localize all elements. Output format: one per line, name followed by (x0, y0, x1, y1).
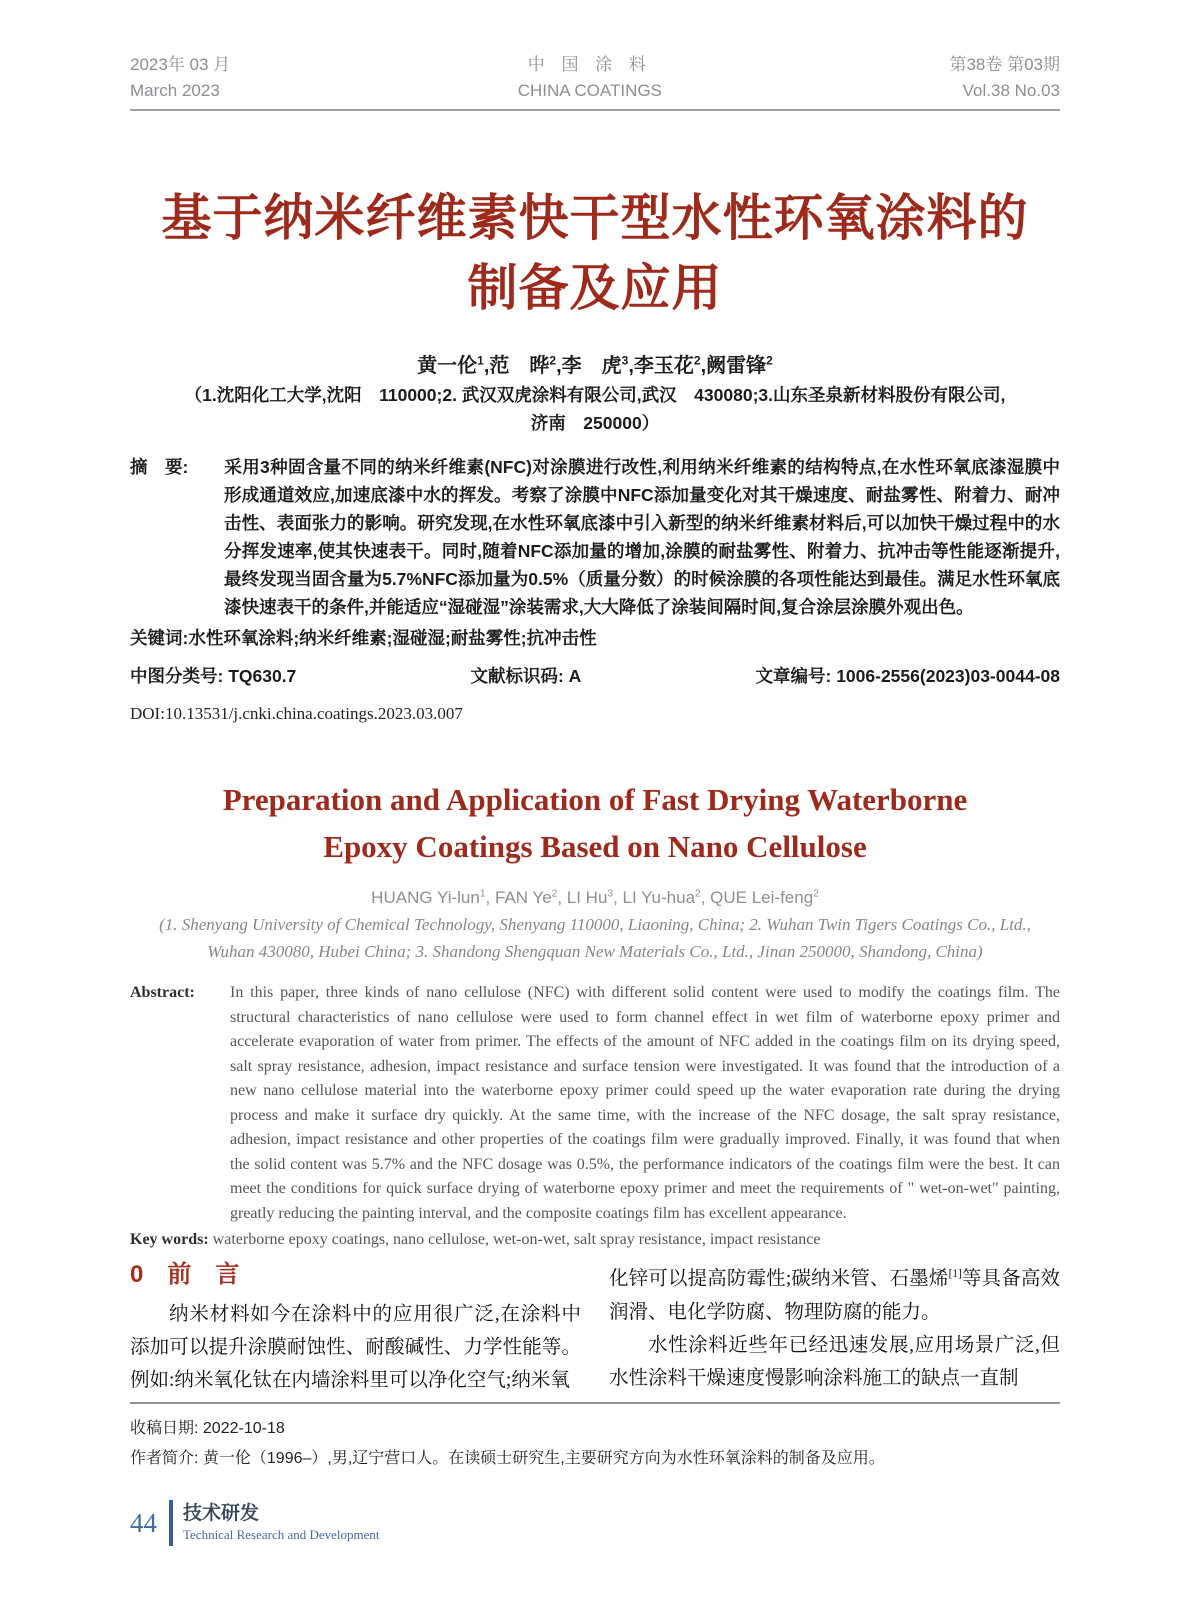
section-number: 0 (130, 1261, 144, 1288)
footnote (130, 1402, 1060, 1474)
header-date (130, 52, 230, 104)
body-paragraph: 纳米材料如今在涂料中的应用很广泛,在涂料中添加可以提升涂膜耐蚀性、耐酸碱性、力学性能等。例如:纳米氧化钛在内墙涂料里可以净化空气;纳米氧 (130, 1304, 581, 1391)
affiliation-cn-line1: （1.沈阳化工大学,沈阳 110000;2. 武汉双虎涂料有限公司,武汉 430080;3.山东圣泉新材料股份有限公司, (184, 384, 1006, 405)
article-id: 文章编号: 1006-2556(2023)03-0044-08 (755, 665, 1060, 686)
header-date-cn: 2023年 03 月 (130, 55, 231, 74)
meta-row (130, 663, 1060, 688)
affiliation-cn (130, 381, 1060, 437)
footer-column (183, 1502, 380, 1545)
body-paragraph: 化锌可以提高防霉性;碳纳米管、石墨烯[1]等具备高效润滑、电化学防腐、物理防腐的能力。 (609, 1268, 1060, 1323)
received-date: 收稿日期: 2022-10-18 (130, 1420, 285, 1437)
affiliation-en-line1: (1. Shenyang University of Chemical Technology, Shenyang 110000, Liaoning, China; 2. Wuhan Twin Tigers Coatings Co., Ltd., (159, 915, 1031, 935)
header-issue-cn: 第38卷 第03期 (949, 55, 1060, 74)
abstract-en (130, 981, 1060, 1226)
body-section (130, 1258, 1060, 1402)
keywords-cn (130, 623, 1060, 653)
author-en: FAN Ye$^2$, (494, 888, 567, 908)
footer-column-en: Technical Research and Development (183, 1526, 380, 1542)
abstract-cn-text: 采用3种固含量不同的纳米纤维素(NFC)对涂膜进行改性,利用纳米纤维素的结构特点,在水性环氧底漆湿膜中形成通道效应,加速底漆中水的挥发。考察了涂膜中NFC添加量变化对其干燥速度、耐盐雾性、附着力、耐冲击性、表面张力的影响。研究发现,在水性环氧底漆中引入新型的纳米纤维素材料后,可以加快干燥过程中的水分挥发速率,使其快速表干。同时,随着NFC添加量的增加,涂膜的耐盐雾性、附着力、抗冲击等性能逐渐提升,最终发现当固含量为5.7%NFC添加量为0.5%（质量分数）的时候涂膜的各项性能达到最佳。满足水性环氧底漆快速表干的条件,并能适应“湿碰湿”涂装需求,大大降低了涂装间隔时间,复合涂层涂膜外观出色。 (224, 456, 1060, 617)
article-title-en-line1: Preparation and Application of Fast Drying Waterborne (222, 781, 968, 817)
abstract-en-text: In this paper, three kinds of nano cellulose (NFC) with different solid content were used to modify the coatings film. The structural characteristics of nano cellulose were used to form channel effect in wet film of waterborne epoxy primer and accelerate evaporation of water from primer. The effects of the amount of NFC added in the coatings film on its drying speed, salt spray resistance, adhesion, impact resistance and surface tension were investigated. It was found that the introduction of a new nano cellulose material into the waterborne epoxy primer could speed up the water evaporation rate during the drying process and make it surface dry quickly. At the same time, with the increase of the NFC dosage, the salt spray resistance, adhesion, impact resistance and other properties of the coatings film were gradually improved. Finally, it was found that when the solid content was 5.7% and the NFC dosage was 0.5%, the performance indicators of the coatings film were the best. It can meet the conditions for quick surface drying of waterborne epoxy primer and meet the requirements of " wet-on-wet" painting, greatly reducing the painting interval, and the composite coatings film has excellent appearance. (230, 984, 1060, 1222)
document-code: 文献标识码: A (470, 665, 582, 686)
author-en: QUE Lei-feng$^2$ (710, 888, 819, 908)
header-journal (518, 52, 662, 104)
journal-header (130, 52, 1060, 104)
clc-number: 中图分类号: TQ630.7 (130, 665, 297, 686)
footer-divider-bar (169, 1500, 173, 1546)
header-journal-cn: 中 国 涂 料 (527, 55, 652, 74)
keywords-cn-text: 水性环氧涂料;纳米纤维素;湿碰湿;耐盐雾性;抗冲击性 (188, 627, 597, 648)
body-column-left (130, 1258, 581, 1402)
abstract-cn-label: 摘 要: (130, 456, 189, 477)
author-bio: 作者简介: 黄一伦（1996–）,男,辽宁营口人。在读硕士研究生,主要研究方向为水性环氧涂料的制备及应用。 (130, 1450, 885, 1467)
author-en: HUANG Yi-lun$^1$, (371, 888, 495, 908)
header-issue-en: Vol.38 No.03 (962, 81, 1060, 100)
header-issue (949, 52, 1060, 104)
article-title-en-line2: Epoxy Coatings Based on Nano Cellulose (323, 828, 867, 864)
header-divider (130, 109, 1060, 111)
author-cn: 李 虎$^3$, (561, 353, 634, 377)
author-cn: 范 晔$^2$, (489, 353, 562, 377)
section-title: 前 言 (167, 1261, 240, 1288)
article-title-cn (130, 183, 1060, 323)
author-en: LI Yu-hua$^2$, (622, 888, 711, 908)
keywords-cn-label: 关键词: (130, 627, 189, 648)
abstract-en-label: Abstract: (130, 984, 195, 1002)
citation-ref: [1] (948, 1268, 962, 1280)
page-footer (130, 1500, 380, 1546)
abstract-cn (130, 453, 1060, 621)
article-title-cn-line2: 制备及应用 (467, 260, 723, 316)
keywords-en-text: waterborne epoxy coatings, nano cellulose, wet-on-wet, salt spray resistance, impact resistance (212, 1231, 821, 1249)
authors-en (130, 882, 1060, 912)
doi: DOI:10.13531/j.cnki.china.coatings.2023.03.007 (130, 703, 463, 723)
section-heading (130, 1258, 581, 1292)
authors-cn (130, 345, 1060, 381)
affiliation-cn-line2: 济南 250000） (530, 412, 660, 433)
keywords-en (130, 1228, 1060, 1252)
affiliation-en (130, 911, 1060, 965)
header-date-en: March 2023 (130, 81, 220, 100)
affiliation-en-line2: Wuhan 430080, Hubei China; 3. Shandong Shengquan New Materials Co., Ltd., Jinan 250000, Shandong, China) (207, 942, 983, 962)
page-number: 44 (130, 1507, 157, 1538)
keywords-en-label: Key words: (130, 1231, 209, 1249)
author-en: LI Hu$^3$, (566, 888, 623, 908)
article-title-en (130, 776, 1060, 870)
footer-column-cn: 技术研发 (183, 1502, 260, 1524)
author-cn: 黄一伦$^1$, (417, 353, 490, 377)
author-cn: 李玉花$^2$, (633, 353, 707, 377)
body-paragraph: 水性涂料近些年已经迅速发展,应用场景广泛,但水性涂料干燥速度慢影响涂料施工的缺点一直制 (609, 1334, 1060, 1389)
header-journal-en: CHINA COATINGS (517, 81, 662, 100)
author-cn: 阙雷锋$^2$ (706, 353, 773, 377)
body-column-right (609, 1258, 1060, 1402)
article-title-cn-line1: 基于纳米纤维素快干型水性环氧涂料的 (161, 190, 1029, 246)
